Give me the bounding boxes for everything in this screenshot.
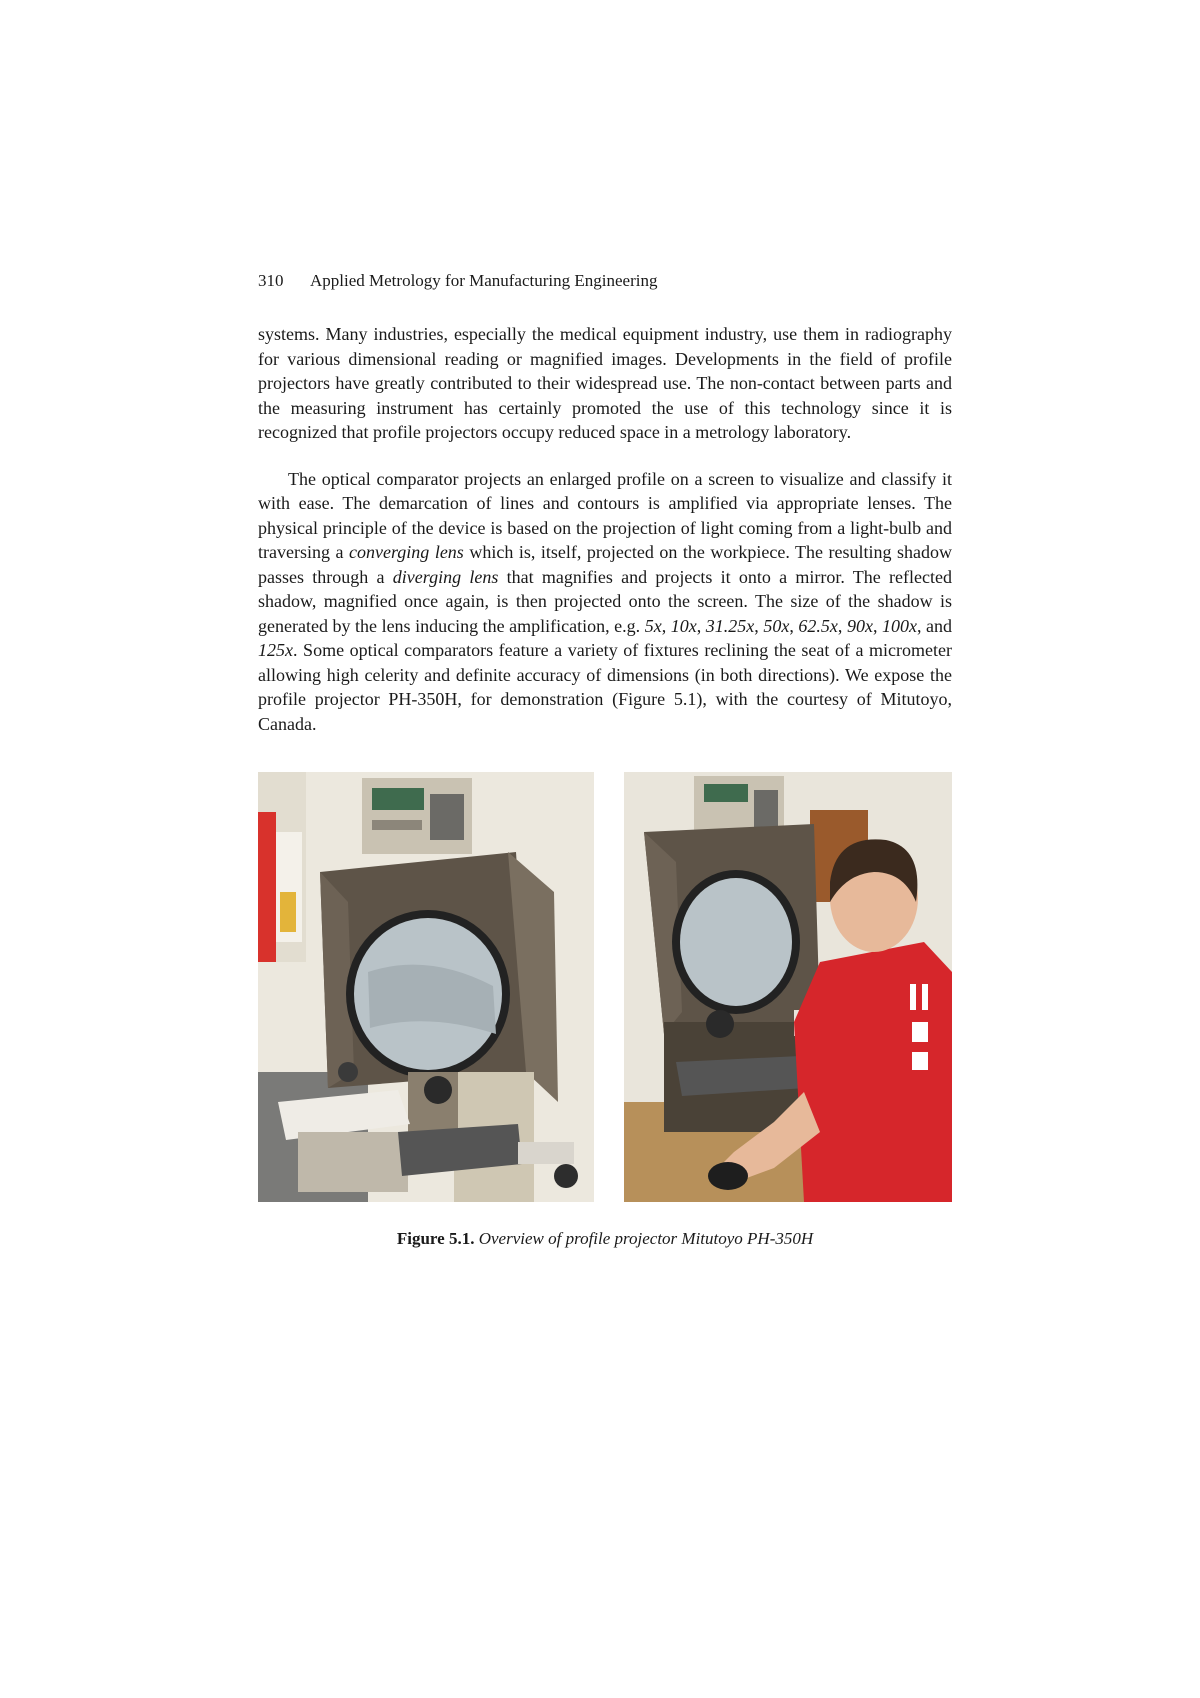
photo-operator-at-projector xyxy=(624,772,952,1202)
operator-illustration xyxy=(624,772,952,1202)
p2-text-3: that magnifies and projects it onto a mirror. The reflected shadow, magnified once again, is then projected onto the screen. The size of the shadow is generated by the lens inducing the amplification, e.g. xyxy=(258,566,952,636)
figure-caption-text: Overview of profile projector Mitutoyo PH-350H xyxy=(478,1229,814,1248)
magnification-value: 31.25x xyxy=(705,615,755,636)
magnification-value: 100x xyxy=(881,615,917,636)
document-page xyxy=(258,270,952,1250)
figure-caption xyxy=(258,1228,952,1250)
magnification-value: 125x xyxy=(258,640,293,660)
p2-text-1: The optical comparator projects an enlarged profile on a screen to visualize and classify it with ease. The demarcation of lines and contours is amplified via appropriate lenses. The physical principle of the device is based on the projection of light coming from a light-bulb and traversing a xyxy=(258,468,952,562)
separator: , xyxy=(696,615,706,636)
projector-front-illustration xyxy=(258,772,594,1202)
figure-label: Figure 5.1. xyxy=(396,1229,475,1248)
magnification-value: 50x xyxy=(763,615,790,636)
book-title: Applied Metrology for Manufacturing Engineering xyxy=(310,271,658,290)
separator: , xyxy=(754,615,764,636)
magnification-value: 5x xyxy=(644,615,662,636)
separator: , xyxy=(661,615,671,636)
p2-text-2: which is, itself, projected on the workpiece. The resulting shadow passes through a xyxy=(258,542,953,587)
photo-profile-projector-front xyxy=(258,772,594,1202)
magnification-value: 62.5x xyxy=(798,615,838,636)
paragraph-2 xyxy=(258,467,952,737)
separator: , and xyxy=(916,615,953,636)
figure-5-1 xyxy=(258,772,952,1202)
paragraph-1: systems. Many industries, especially the medical equipment industry, use them in radiography for various dimensional reading or magnified images. Developments in the field of profile projectors have greatly contributed to their widespread use. The non-contact between parts and the measuring instrument has certainly promoted the use of this technology since it is recognized that profile projectors occupy reduced space in a metrology laboratory. xyxy=(258,324,952,442)
running-head xyxy=(258,270,952,292)
separator: , xyxy=(789,615,799,636)
page-number: 310 xyxy=(258,271,284,290)
separator: , xyxy=(872,615,882,636)
p2-text-4: . Some optical comparators feature a variety of fixtures reclining the seat of a micrometer allowing high celerity and definite accuracy of dimensions (in both directions). We expose the profile projector PH-350H, for demonstration (Figure 5.1), with the courtesy of Mitutoyo, Canada. xyxy=(258,640,952,734)
separator: , xyxy=(837,615,847,636)
magnification-value: 90x xyxy=(846,615,873,636)
term-diverging-lens: diverging lens xyxy=(392,566,499,587)
term-converging-lens: converging lens xyxy=(349,542,464,562)
magnification-value: 10x xyxy=(670,615,697,636)
